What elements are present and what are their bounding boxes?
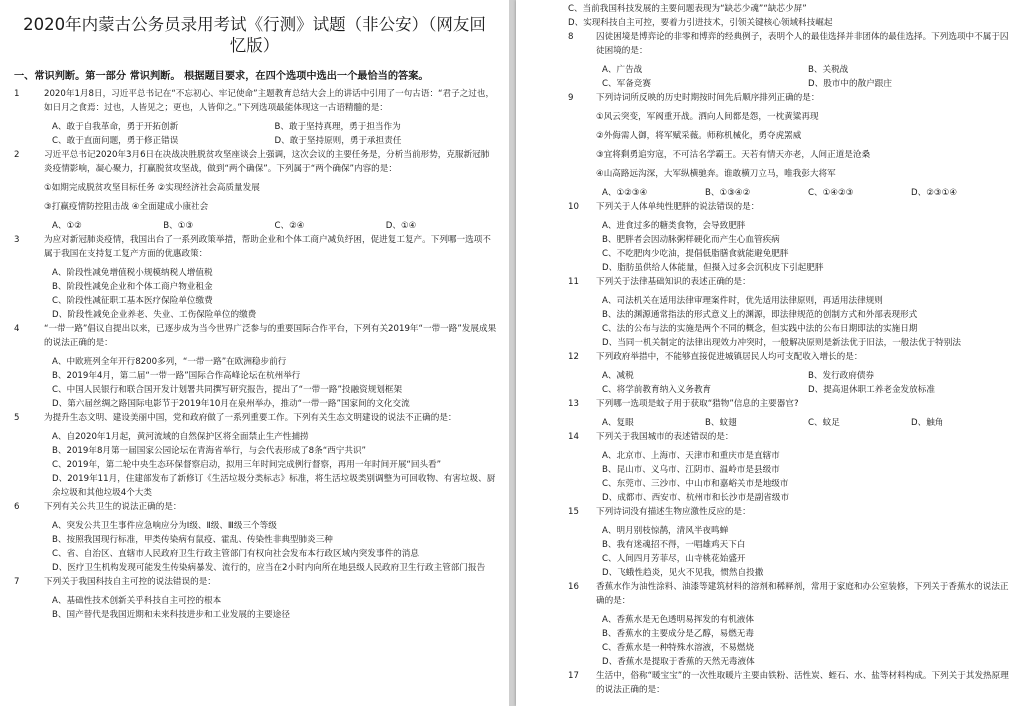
question-number: 7 <box>14 577 20 587</box>
option-d: D、②③①④ <box>911 188 958 198</box>
option-b: B、2019年8月第一届国家公园论坛在青海省举行，与会代表形成了8条“西宁共识” <box>52 446 367 456</box>
option-d: D、股市中的散户跟庄 <box>808 79 892 89</box>
option-c: C、香蕉水是一种特殊水溶液，不易燃烧 <box>602 643 755 653</box>
options <box>52 120 497 148</box>
option-d: D、实现科技自主可控，要着力引进技术，引领关键核心领域科技崛起 <box>568 18 833 28</box>
option-a: A、北京市、上海市、天津市和重庆市是直辖市 <box>602 451 780 461</box>
question-7-continued <box>568 2 1014 30</box>
option-b: B、关税战 <box>808 65 849 75</box>
options <box>52 266 497 322</box>
option-c: C、不吃肥肉少吃油，提倡低脂膳食就能避免肥胖 <box>602 249 789 259</box>
options <box>52 519 497 575</box>
option-c: C、蚊足 <box>808 418 840 428</box>
question-15 <box>516 505 1024 519</box>
question-7 <box>0 575 509 589</box>
question-stem: 2020年1月8日，习近平总书记在“不忘初心、牢记使命”主题教育总结大会上的讲话中引用了一句古语：“君子之过也，如日月之食焉：过也，人皆见之；更也，人皆仰之。”下列选项最能体现这一古语精髓的是： <box>44 89 495 113</box>
question-stem: 下列政府举措中，不能够直接促进城镇居民人均可支配收入增长的是： <box>596 352 863 362</box>
option-a: A、香蕉水是无色透明易挥发的有机液体 <box>602 615 754 625</box>
option-b: B、香蕉水的主要成分是乙醇，易燃无毒 <box>602 629 754 639</box>
question-13 <box>516 397 1024 411</box>
question-12 <box>516 350 1024 364</box>
option-c: C、军备竞赛 <box>602 79 651 89</box>
option-a: A、阶段性减免增值税小规模纳税人增值税 <box>52 268 213 278</box>
question-number: 17 <box>568 671 579 681</box>
option-a: A、敢于自我革命，勇于开拓创新 <box>52 122 179 132</box>
option-d: D、阶段性减免企业养老、失业、工伤保险单位的缴费 <box>52 310 257 320</box>
option-d: D、飞蛾性趋炎，见火不见我，惯然自投撒 <box>602 568 764 578</box>
option-b: B、按照我国现行标准，甲类传染病有鼠疫、霍乱、传染性非典型肺炎三种 <box>52 535 333 545</box>
question-stem: 下列关于法律基础知识的表述正确的是： <box>596 277 751 287</box>
question-17 <box>516 669 1024 697</box>
options <box>52 430 497 500</box>
options <box>602 294 1014 350</box>
question-number: 1 <box>14 89 20 99</box>
option-a: A、进食过多的糖类食物，会导致肥胖 <box>602 221 746 231</box>
question-number: 14 <box>568 432 579 442</box>
option-b: B、阶段性减免企业和个体工商户物业租金 <box>52 282 213 292</box>
option-b: B、①③ <box>163 221 194 231</box>
question-11 <box>516 275 1024 289</box>
option-d: D、①④ <box>385 221 417 231</box>
option-d: D、2019年11月，住建部发布了新修订《生活垃圾分类标志》标准，将生活垃圾类别调整为可回收物、有害垃圾、厨余垃圾和其他垃圾4个大类 <box>52 474 496 498</box>
question-stem: 为提升生态文明、建设美丽中国，党和政府做了一系列重要工作。下列有关生态文明建设的说法不正确的是： <box>44 413 457 423</box>
option-a: A、①② <box>52 221 82 231</box>
question-stem: 下列关于我国科技自主可控的说法错误的是： <box>44 577 216 587</box>
question-stem: 生活中，俗称“暖宝宝”的一次性取暖片主要由铁粉、活性炭、蛭石、水、盐等材料构成。下列关于其发热原理的说法正确的是： <box>596 671 1009 695</box>
option-b: B、昆山市、义乌市、江阴市、温岭市是县级市 <box>602 465 780 475</box>
statement: ①风云突变，军阀重开战。洒向人间都是怨，一枕黄粱再现 <box>596 112 819 122</box>
option-c: C、法的公布与法的实施是两个不同的概念，但实践中法的公布日期即法的实施日期 <box>602 324 918 334</box>
options <box>602 369 1014 397</box>
question-number: 13 <box>568 399 579 409</box>
options <box>52 355 497 411</box>
option-d: D、当同一机关制定的法律出现效力冲突时，一般解决原则是新法优于旧法，一般法优于特别法 <box>602 338 961 348</box>
question-number: 12 <box>568 352 579 362</box>
options <box>602 416 1014 430</box>
statement: ②外侮需人御，将军赋采薇。师称机械化，勇夺虎罴威 <box>596 131 802 141</box>
question-number: 11 <box>568 277 579 287</box>
question-number: 6 <box>14 502 20 512</box>
question-2 <box>0 148 509 176</box>
options <box>602 219 1014 275</box>
question-number: 5 <box>14 413 20 423</box>
question-number: 4 <box>14 324 20 334</box>
document-title: 2020年内蒙古公务员录用考试《行测》试题（非公安）（网友回忆版） <box>23 15 486 55</box>
option-a: A、中欧班列全年开行8200多列，“一带一路”在欧洲稳步前行 <box>52 357 287 367</box>
question-stem: 下列有关公共卫生的说法正确的是： <box>44 502 182 512</box>
question-14 <box>516 430 1024 444</box>
option-c: C、中国人民银行和联合国开发计划署共同撰写研究报告，提出了“一带一路”投融资规划框架 <box>52 385 403 395</box>
option-b: B、敢于坚持真理，勇于担当作为 <box>274 122 401 132</box>
option-b: B、国产替代是我国近期和未来科技进步和工业发展的主要途径 <box>52 610 290 620</box>
option-b: B、2019年4月，第二届“一带一路”国际合作高峰论坛在杭州举行 <box>52 371 301 381</box>
options <box>602 449 1014 505</box>
page-gutter <box>509 0 516 706</box>
question-16 <box>516 580 1024 608</box>
question-number: 2 <box>14 150 20 160</box>
question-stem: 囚徒困境是博弈论的非零和博弈的经典例子，表明个人的最佳选择并非团体的最佳选择。下列选项中不属于囚徒困境的是： <box>596 32 1009 56</box>
option-c: C、将学前教育纳入义务教育 <box>602 385 712 395</box>
option-c: C、阶段性减征职工基本医疗保险单位缴费 <box>52 296 213 306</box>
option-c: C、①④②③ <box>808 188 854 198</box>
option-d: D、香蕉水是提取于香蕉的天然无毒液体 <box>602 657 755 667</box>
option-b: B、①③④② <box>705 188 751 198</box>
options <box>52 594 497 622</box>
option-a: A、广告战 <box>602 65 643 75</box>
option-c: C、人间四月芳菲尽，山寺桃花始盛开 <box>602 554 746 564</box>
question-number: 9 <box>568 93 574 103</box>
statement: ①如期完成脱贫攻坚目标任务 ②实现经济社会高质量发展 <box>44 183 260 193</box>
option-a: A、减税 <box>602 371 634 381</box>
question-number: 15 <box>568 507 579 517</box>
option-a: A、明月别枝惊鹊，清风半夜鸣蝉 <box>602 526 729 536</box>
question-5 <box>0 411 509 425</box>
question-6 <box>0 500 509 514</box>
option-b: B、发行政府债券 <box>808 371 875 381</box>
statement: ③宜将剩勇追穷寇，不可沽名学霸王。天若有情天亦老，人间正道是沧桑 <box>596 150 871 160</box>
option-a: A、司法机关在适用法律审理案件时，优先适用法律原则，再适用法律规则 <box>602 296 883 306</box>
option-d: D、提高退休职工养老金发放标准 <box>808 385 935 395</box>
option-b: B、我有迷魂招不得，一唱雄鸡天下白 <box>602 540 746 550</box>
question-stem: 香蕉水作为油性涂料、油漆等建筑材料的溶剂和稀释剂，常用于家庭和办公室装修，下列关于香蕉水的说法正确的是： <box>596 582 1009 606</box>
option-d: D、医疗卫生机构发现可能发生传染病暴发、流行的，应当在2小时内向所在地县级人民政府卫生行政主管部门报告 <box>52 563 486 573</box>
options <box>602 186 1014 200</box>
question-stem: “一带一路”倡议自提出以来，已逐步成为当今世界广泛参与的重要国际合作平台，下列有关2019年“一带一路”发展成果的说法正确的是： <box>44 324 497 348</box>
option-d: D、敢于坚持原则，勇于承担责任 <box>274 136 402 146</box>
question-number: 10 <box>568 202 579 212</box>
option-a: A、复眼 <box>602 418 634 428</box>
statement: ③打赢疫情防控阻击战 ④全面建成小康社会 <box>44 202 209 212</box>
question-number: 16 <box>568 582 579 592</box>
question-stem: 为应对新冠肺炎疫情，我国出台了一系列政策举措，帮助企业和个体工商户减负纾困，促进复工复产。下列哪一选项不属于我国在支持复工复产方面的优惠政策： <box>44 235 491 259</box>
option-a: A、自2020年1月起，黄河流域的自然保护区将全面禁止生产性捕捞 <box>52 432 309 442</box>
option-b: B、蚊翅 <box>705 418 737 428</box>
page-left <box>0 0 509 706</box>
options <box>602 524 1014 580</box>
question-10 <box>516 200 1024 214</box>
option-a: A、突发公共卫生事件应急响应分为Ⅰ级、Ⅱ级、Ⅲ级三个等级 <box>52 521 277 531</box>
page-right <box>516 0 1024 706</box>
question-stem: 习近平总书记2020年3月6日在决战决胜脱贫攻坚座谈会上强调，这次会议的主要任务是，分析当前形势，克服新冠肺炎疫情影响，凝心聚力，打赢脱贫攻坚战，做到“两个确保”。下列属于“两个确保”内容的是： <box>44 150 490 174</box>
option-c: C、敢于直面问题，勇于修正错误 <box>52 136 179 146</box>
option-d: D、第六届丝绸之路国际电影节于2019年10月在泉州举办，推动“一带一路”国家间的文化交流 <box>52 399 410 409</box>
options <box>52 219 497 233</box>
option-d: D、脂肪虽供给人体能量，但摄入过多会沉积皮下引起肥胖 <box>602 263 824 273</box>
option-a: A、基础性技术创新关乎科技自主可控的根本 <box>52 596 222 606</box>
question-stem: 下列哪一选项是蚊子用于获取“猎物”信息的主要器官? <box>596 399 799 409</box>
question-stem: 下列关于我国城市的表述错误的是： <box>596 432 734 442</box>
question-3 <box>0 233 509 261</box>
option-a: A、①②③④ <box>602 188 648 198</box>
option-d: D、触角 <box>911 418 944 428</box>
options <box>602 63 1014 91</box>
question-stem: 下列关于人体单纯性肥胖的说法错误的是： <box>596 202 760 212</box>
question-9 <box>516 91 1024 105</box>
option-d: D、成都市、西安市、杭州市和长沙市是副省级市 <box>602 493 790 503</box>
options <box>602 613 1014 669</box>
option-c: C、②④ <box>274 221 305 231</box>
question-stem: 下列诗词所反映的历史时期按时间先后顺序排列正确的是： <box>596 93 820 103</box>
question-1 <box>0 87 509 115</box>
question-number: 3 <box>14 235 20 245</box>
option-c: C、东莞市、三沙市、中山市和嘉峪关市是地级市 <box>602 479 789 489</box>
option-b: B、肥胖者会因动脉粥样硬化而产生心血管疾病 <box>602 235 780 245</box>
option-c: C、当前我国科技发展的主要问题表现为“缺芯少魂”“缺芯少屏” <box>568 4 807 14</box>
question-number: 8 <box>568 32 574 42</box>
question-stem: 下列诗词没有描述生物应激性反应的是： <box>596 507 751 517</box>
statement: ④山高路远沟深，大军纵横驰奔。谁敢横刀立马，唯我彭大将军 <box>596 169 836 179</box>
question-8 <box>516 30 1024 58</box>
option-c: C、省、自治区、直辖市人民政府卫生行政主管部门有权向社会发布本行政区域内突发事件的消息 <box>52 549 419 559</box>
section-heading: 一、常识判断。第一部分 常识判断。 根据题目要求，在四个选项中选出一个最恰当的答案。 <box>14 71 429 82</box>
option-b: B、法的渊源通常指法的形式意义上的渊源，即法律规范的创制方式和外部表现形式 <box>602 310 918 320</box>
question-4 <box>0 322 509 350</box>
option-c: C、2019年，第二轮中央生态环保督察启动，拟用三年时间完成例行督察，再用一年时间开展“回头看” <box>52 460 442 470</box>
